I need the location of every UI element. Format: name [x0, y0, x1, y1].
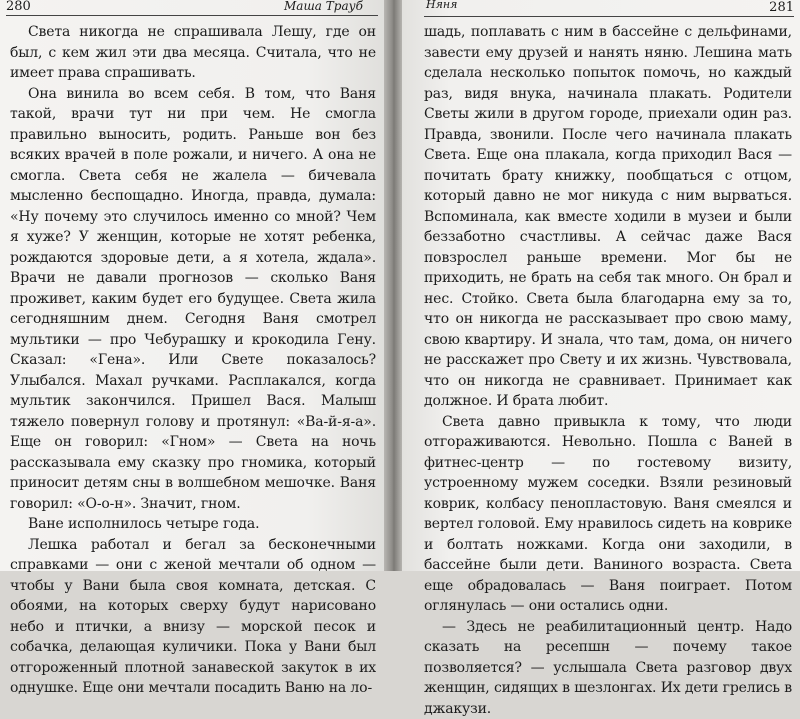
running-head: Няня — [426, 0, 457, 14]
paragraph: Света никогда не спрашивала Лешу, где он был, с кем жил эти два месяца. Считала, что не имеет права спрашивать. — [10, 22, 376, 84]
paragraph: Ване исполнилось четыре года. — [10, 514, 376, 535]
paragraph: Света давно привыкла к тому, что люди отгораживаются. Невольно. Пошла с Ваней в фитнес-центр — по гостевому визиту, устроенному мужем соседки. Взяли резиновый коврик, колбасу пенопластовую. Ваня смеялся и вертел головой. Ему нравилось сидеть на коврике и болтать ножками. Когда они заходили, в бассейне были дети. Ваниного возраста. Света еще обрадовалась — Ваня поиграет. Потом оглянулась — они остались одни. — [424, 412, 792, 617]
right-page — [402, 0, 800, 571]
paragraph: — Здесь не реабилитационный центр. Надо сказать на ресепшн — почему такое позволяется? — услышала Света разговор двух женщин, сидящих в шезлонгах. Их дети грелись в джакузи. — [424, 617, 792, 719]
header-rule — [6, 15, 378, 16]
left-page-header — [0, 0, 384, 18]
header-rule — [424, 16, 794, 17]
left-page-text — [10, 22, 376, 699]
paragraph: Она винила во всем себя. В том, что Ваня такой, врачи тут ни при чем. Не смогла правильно выносить, родить. Раньше вон без всяких врачей в поле рожали, и ничего. А она не смогла. Света себя не жалела — бичевала мысленно беспощадно. Иногда, правда, думала: «Ну почему это случилось именно со мной? Чем я хуже? У женщин, которые не хотят ребенка, рождаются здоровые дети, а я хотела, ждала». Врачи не давали прогнозов — сколько Ваня проживет, каким будет его будущее. Света жила сегодняшним днем. Сегодня Ваня смотрел мультики — про Чебурашку и крокодила Гену. Сказал: «Гена». Или Свете показалось? Улыбался. Махал ручками. Расплакался, когда мультик закончился. Пришел Вася. Малыш тяжело повернул голову и протянул: «Ва-й-я-а». Еще он говорил: «Гном» — Света на ночь рассказывала ему сказку про гномика, который приносит детям сны в волшебном мешочке. Ваня говорил: «О-о-н». Значит, гном. — [10, 84, 376, 515]
right-page-header — [402, 0, 800, 18]
page-number: 280 — [6, 0, 31, 16]
running-head: Маша Трауб — [284, 0, 363, 15]
paragraph: шадь, поплавать с ним в бассейне с дельфинами, завести ему друзей и нанять няню. Лешина мать сделала несколько попыток помочь, но каждый раз, видя внука, начинала плакать. Родители Светы жили в другом городе, приехали один раз. Правда, звонили. После чего начинала плакать Света. Еще она плакала, когда приходил Вася — почитать брату книжку, пообщаться с отцом, который давно не мог никуда с ним вырваться. Вспоминала, как вместе ходили в музеи и были беззаботно счастливы. А сейчас даже Вася повзрослел раньше времени. Мог бы не приходить, не брать на себя так много. Он брал и нес. Стойко. Света была благодарна ему за то, что он никогда не рассказывает про свою маму, свою квартиру. И знала, что там, дома, он ничего не расскажет про Свету и их жизнь. Чувствовала, что он никогда не сравнивает. Принимает как должное. И брата любит. — [424, 22, 792, 412]
left-page — [0, 0, 384, 571]
paragraph: Лешка работал и бегал за бесконечными справками — они с женой мечтали об одном — чтобы у Вани была своя комната, детская. С обоями, на которых сверху будут нарисовано небо и птички, а внизу — морской песок и собачка, делающая куличики. Пока у Вани был отгороженный плотной занавеской закуток в их однушке. Еще они мечтали посадить Ваню на ло- — [10, 535, 376, 699]
page-number: 281 — [769, 0, 794, 17]
book-gutter — [384, 0, 402, 571]
right-page-text — [424, 22, 792, 719]
